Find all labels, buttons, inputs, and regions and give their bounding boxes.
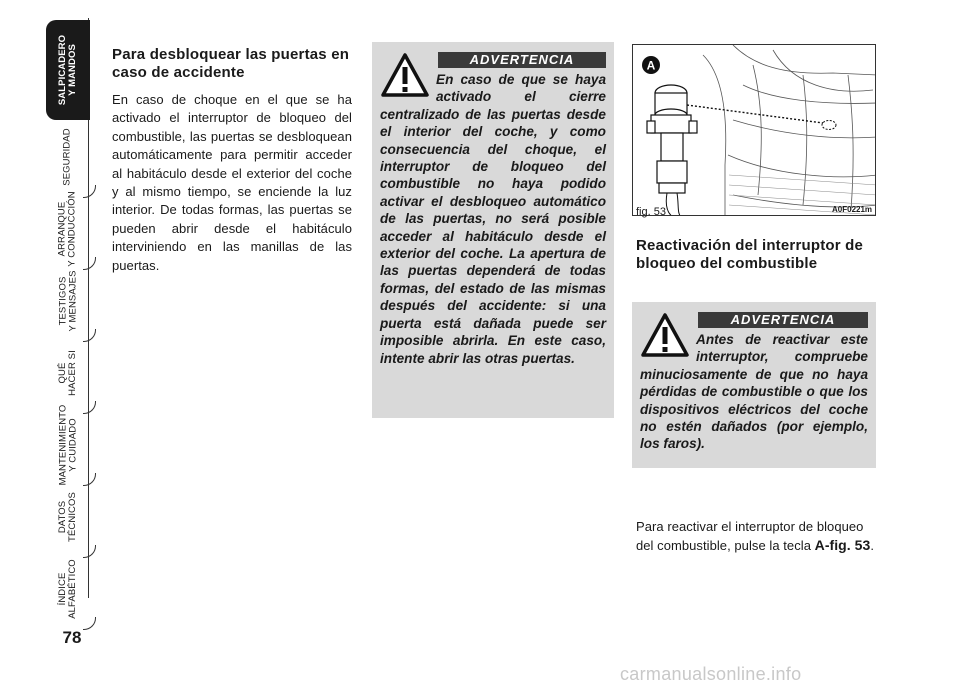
tab-label: DATOS TÉCNICOS bbox=[57, 492, 79, 542]
warning-text: Antes de reactivar este interruptor, compruebe minuciosamente de que no haya pérdidas de combustible o que los dispositivos eléctricos del coche no estén dañados (por ejemplo, los faros). bbox=[640, 332, 868, 452]
warning-triangle-icon bbox=[380, 52, 430, 98]
reactivation-instructions bbox=[636, 518, 880, 556]
tab-testigos-y-mensajes[interactable] bbox=[46, 266, 90, 336]
watermark: carmanualsonline.info bbox=[620, 664, 802, 684]
section-heading: Reactivación del interruptor de bloqueo del combustible bbox=[636, 237, 864, 272]
section-unlock-doors bbox=[112, 46, 352, 275]
figure-illustration bbox=[633, 45, 876, 216]
tab-que-hacer-si[interactable] bbox=[46, 338, 90, 408]
tab-label: TESTIGOS Y MENSAJES bbox=[57, 270, 79, 332]
tab-seguridad[interactable] bbox=[46, 122, 90, 192]
tab-label: SALPICADERO Y MANDOS bbox=[57, 34, 78, 106]
figure-code: A0F0221m bbox=[832, 205, 873, 214]
tab-arranque-y-conduccion[interactable] bbox=[46, 191, 90, 267]
page-number: 78 bbox=[62, 628, 82, 647]
tab-label: ÍNDICE ALFABÉTICO bbox=[57, 559, 79, 619]
tab-label: QUÉ HACER SI bbox=[57, 350, 79, 396]
section-reactivation bbox=[636, 237, 876, 282]
warning-text: En caso de que se haya activado el cierre centralizado de las puertas desde el interior del coche, y como consecuencia del choque, el interruptor de bloqueo del combustible no haya podido activar el desbloqueo automático de las puertas, no será posible acceder al habitáculo desde el exterior del coche. La apertura de las puertas dependerá de todas formas, del estado de las mismas después del accidente: si una puerta está dañada puede ser imposible abrirla. En este caso, intente abrir las otras puertas. bbox=[380, 72, 606, 366]
tab-label: SEGURIDAD bbox=[62, 128, 74, 186]
tab-mantenimiento-y-cuidado[interactable] bbox=[46, 404, 90, 486]
figure-reference: A-fig. 53 bbox=[814, 537, 871, 554]
tab-datos-tecnicos[interactable] bbox=[46, 482, 90, 552]
figure-label: fig. 53 bbox=[636, 206, 666, 218]
figure-callout-a: A bbox=[646, 58, 656, 73]
tab-indice-alfabetico[interactable] bbox=[46, 554, 90, 624]
tab-label: MANTENIMIENTO Y CUIDADO bbox=[57, 404, 79, 486]
warning-title: ADVERTENCIA bbox=[438, 52, 606, 68]
warning-box bbox=[372, 42, 614, 418]
figure-fuel-cutoff-switch bbox=[632, 44, 876, 216]
section-heading: Para desbloquear las puertas en caso de accidente bbox=[112, 46, 350, 81]
instruction-end: . bbox=[870, 538, 875, 554]
instruction-text: Para reactivar el interruptor de bloqueo del combustible, pulse la tecla bbox=[636, 519, 864, 554]
warning-title: ADVERTENCIA bbox=[698, 312, 868, 328]
section-body: En caso de choque en el que se ha activado el interruptor de bloqueo del combustible, las puertas se desbloquean automáticamente para permitir acceder al habitáculo desde el exterior del coche y al mismo tiempo, se enciende la luz interior. De todas formas, las puertas se pueden abrir desde el habitáculo interviniendo en las manillas de las puertas. bbox=[112, 92, 352, 273]
tab-salpicadero-y-mandos[interactable] bbox=[46, 20, 90, 120]
warning-box bbox=[632, 302, 876, 468]
tab-label: ARRANQUE Y CONDUCCIÓN bbox=[57, 191, 79, 267]
warning-triangle-icon bbox=[640, 312, 690, 358]
